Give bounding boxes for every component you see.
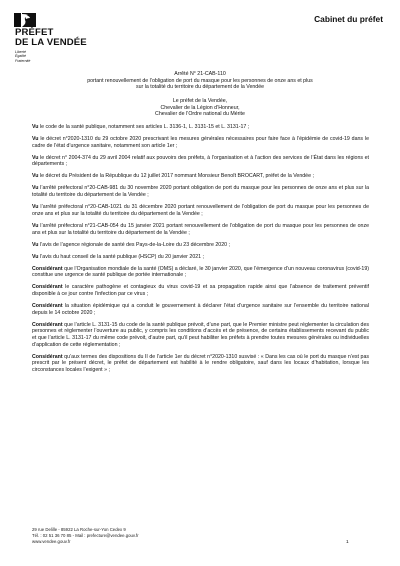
page-number: 1 xyxy=(346,540,349,545)
paragraph-text: la situation épidémique qui a conduit le gouvernement à déclarer l’état d’urgence sanitaire sur l’ensemble du territoire national depuis le 14 octobre 2020 ; xyxy=(32,302,369,316)
paragraph xyxy=(32,254,369,261)
paragraph xyxy=(32,303,369,316)
paragraph-lead: Vu xyxy=(32,253,39,260)
paragraph-lead: Vu xyxy=(32,173,39,180)
paragraph xyxy=(32,124,369,131)
footer xyxy=(32,527,139,545)
footer-address: 29 rue Delille - 85922 La Roche-sur-Yon Cedex 9 xyxy=(32,527,126,532)
paragraph xyxy=(32,354,369,374)
paragraph-text: qu’aux termes des dispositions du II de l’article 1er du décret n°2020-1310 susvisé : « Dans les cas où le port du masque n’est pas prescrit par le présent décret, le préfet de département est habilité à le rendre obligatoire, sauf dans les locaux d’habitation, lorsque les circonstances locales l’exigent » ; xyxy=(32,353,369,374)
prefet-line1: Le préfet de la Vendée, xyxy=(172,98,228,104)
devise-fraternite: Fraternité xyxy=(15,58,31,63)
prefet-titles xyxy=(30,98,370,118)
paragraph xyxy=(32,223,369,236)
paragraph-text: l’avis du haut conseil de la santé publique (HSCP) du 20 janvier 2021 ; xyxy=(38,253,204,260)
prefet-logo xyxy=(15,28,111,63)
paragraph-lead: Vu xyxy=(32,154,39,161)
paragraph-lead: Considérant xyxy=(32,302,63,309)
paragraph-text: le code de la santé publique, notamment ses articles L. 3136-1, L. 3131-15 et L. 3131-17 ; xyxy=(38,124,250,130)
marianne-emblem-icon xyxy=(14,13,36,27)
paragraph xyxy=(32,242,369,249)
paragraph-text: l’arrêté préfectoral n°20-CAB-981 du 30 novembre 2020 portant obligation de port du masque pour les personnes de onze ans et plus sur la totalité du territoire du département de la Vendée ; xyxy=(32,185,369,199)
paragraph-text: l’arrêté préfectoral n°20-CAB-1021 du 31 décembre 2020 portant renouvellement de l’obligation de port du masque pour les personnes de onze ans et plus sur la totalité du territoire du département de la Vendée ; xyxy=(32,204,369,217)
cabinet-heading: Cabinet du préfet xyxy=(314,14,383,24)
paragraph-text: que l’article L. 3131-15 du code de la santé publique prévoit, d’une part, que le Premier ministre peut réglementer la circulation des personnes et réglementer l’ouverture au public, y compris les conditions d’accès et de présence, de certains établissements recevant du public et que l’article L. 3131-17 du même code prévoit, d’autre part, qu’il peut habiliter les préfets à prendre toutes mesures générales ou individuelles d’application de cette réglementation ; xyxy=(32,321,369,348)
paragraph-lead: Considérant xyxy=(32,353,63,360)
prefet-line3: Chevalier de l’Ordre national du Mérite xyxy=(155,111,245,118)
paragraph xyxy=(32,136,369,149)
paragraph-text: le décret du Président de la République du 12 juillet 2017 nommant Monsieur Benoît BROCART, préfet de la Vendée ; xyxy=(38,173,314,180)
footer-website: www.vendee.gouv.fr xyxy=(32,538,71,544)
paragraph-text: que l’Organisation mondiale de la santé (OMS) a déclaré, le 30 janvier 2020, que l’émergence d’un nouveau coronavirus (covid-19) constitue une urgence de santé publique de portée internationale ; xyxy=(32,265,369,279)
paragraph-lead: Vu xyxy=(32,241,39,248)
paragraph-lead: Considérant xyxy=(32,265,63,272)
devise-egalite: Égalité xyxy=(15,54,26,59)
paragraph-lead: Considérant xyxy=(32,321,63,328)
paragraph-text: le décret n°2020-1310 du 29 octobre 2020 prescrivant les mesures générales nécessaires pour faire face à l’épidémie de covid-19 dans le cadre de l’état d’urgence sanitaire, notamment son article 1er ; xyxy=(32,136,369,149)
paragraph-lead: Vu xyxy=(32,185,39,192)
paragraph xyxy=(32,155,369,168)
paragraph xyxy=(32,284,369,297)
arrete-subject-line1: portant renouvellement de l’obligation de port du masque pour les personnes de onze ans et plus xyxy=(87,77,313,84)
document-body xyxy=(32,124,369,379)
paragraph-lead: Considérant xyxy=(32,284,63,291)
paragraph-lead: Vu xyxy=(32,222,39,229)
paragraph-lead: Vu xyxy=(32,124,39,130)
paragraph-lead: Vu xyxy=(32,136,39,142)
paragraph xyxy=(32,185,369,198)
paragraph xyxy=(32,322,369,349)
paragraph xyxy=(32,204,369,217)
paragraph-text: l’avis de l’agence régionale de santé des Pays-de-la-Loire du 23 décembre 2020 ; xyxy=(38,241,230,248)
arrete-title xyxy=(30,71,370,91)
logo-line2: DE LA VENDÉE xyxy=(15,37,87,48)
paragraph xyxy=(32,266,369,279)
logo-line1: PRÉFET xyxy=(15,27,54,38)
paragraph-text: le caractère pathogène et contagieux du virus covid-19 et sa propagation rapide ainsi que l’absence de traitement préventif disponible à ce jour contre l’infection par ce virus ; xyxy=(32,284,369,297)
paragraph xyxy=(32,173,369,180)
arrete-subject-line2: sur la totalité du territoire du département de la Vendée xyxy=(135,84,265,91)
paragraph-text: le décret n° 2004-374 du 29 avril 2004 relatif aux pouvoirs des préfets, à l’organisation et à l’action des services de l’État dans les régions et départements ; xyxy=(32,154,369,168)
paragraph-text: l’arrêté préfectoral n°21-CAB-054 du 15 janvier 2021 portant renouvellement de l’obligation de port du masque pour les personnes de onze ans et plus sur la totalité du territoire du département de la Vendée ; xyxy=(32,222,369,236)
arrete-number: Arrêté N° 21-CAB-110 xyxy=(174,71,226,77)
prefet-line2: Chevalier de la Légion d’Honneur, xyxy=(160,104,240,111)
devise-liberte: Liberté xyxy=(15,50,26,54)
footer-contact: Tél. : 02 51 36 70 85 - Mail : prefecture@vendee.gouv.fr xyxy=(32,532,139,538)
paragraph-lead: Vu xyxy=(32,204,39,211)
devise xyxy=(15,50,111,63)
